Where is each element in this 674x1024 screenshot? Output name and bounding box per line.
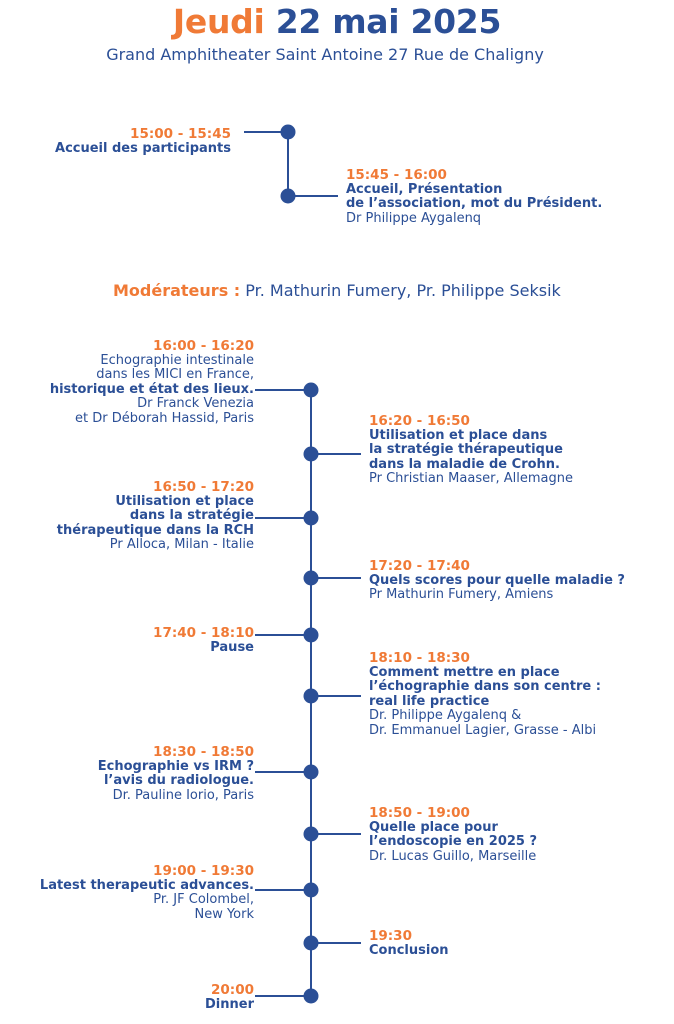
timeline-dot (304, 765, 319, 780)
event-1740 (153, 626, 254, 655)
timeline-dot (304, 827, 319, 842)
event-title: Quelle place pour (369, 819, 498, 835)
moderators (113, 281, 561, 300)
event-speaker: Dr. Pauline Iorio, Paris (112, 787, 254, 803)
event-title: Utilisation et place dans (369, 427, 548, 443)
event-title: Conclusion (369, 942, 449, 958)
timeline-dot (304, 571, 319, 586)
timeline-line-1 (287, 132, 289, 196)
event-time: 16:50 - 17:20 (153, 479, 254, 495)
event-title: Accueil, Présentation (346, 181, 503, 197)
event-title: la stratégie thérapeutique (369, 442, 563, 457)
timeline-dot (281, 125, 296, 140)
event-title: Utilisation et place (115, 493, 254, 509)
event-speaker: Dr. Emmanuel Lagier, Grasse - Albi (369, 722, 597, 738)
event-title: dans la maladie de Crohn. (369, 456, 560, 472)
event-title: dans la stratégie (129, 508, 254, 523)
event-title: real life practice (369, 693, 490, 709)
timeline-dot (304, 511, 319, 526)
event-time: 18:10 - 18:30 (369, 650, 470, 666)
event-title: l’avis du radiologue. (103, 773, 254, 788)
event-speaker: Pr. JF Colombel, (153, 892, 254, 907)
event-time: 15:45 - 16:00 (346, 167, 447, 183)
event-time: 18:50 - 19:00 (369, 805, 470, 821)
timeline-dot (304, 689, 319, 704)
connector (311, 695, 361, 697)
event-speaker: Dr. Lucas Guillo, Marseille (369, 848, 537, 864)
event-speaker: Dr. Philippe Aygalenq & (369, 708, 522, 723)
event-speaker: Dr Franck Venezia (137, 396, 254, 411)
moderators-names: Pr. Mathurin Fumery, Pr. Philippe Seksik (245, 281, 561, 300)
event-title: de l’association, mot du Président. (346, 196, 603, 211)
event-1900 (40, 864, 254, 922)
venue: Grand Amphitheater Saint Antoine 27 Rue de Chaligny (106, 45, 544, 64)
event-time: 19:30 (369, 928, 412, 944)
event-time: 17:40 - 18:10 (153, 625, 254, 641)
event-1600 (50, 339, 254, 426)
title-date: 22 mai 2025 (275, 2, 502, 41)
event-time: 16:00 - 16:20 (153, 338, 254, 354)
connector (311, 942, 361, 944)
event-speaker: Pr Christian Maaser, Allemagne (369, 471, 573, 486)
connector (311, 577, 361, 579)
event-title: historique et état des lieux. (49, 381, 254, 397)
event-title: dans les MICI en France, (96, 367, 254, 382)
timeline-dot (304, 883, 319, 898)
connector (311, 453, 361, 455)
event-1545 (346, 168, 602, 226)
event-1810 (369, 651, 601, 738)
event-title: l’échographie dans son centre : (369, 679, 601, 694)
event-2000 (205, 983, 254, 1012)
event-1720 (369, 559, 625, 603)
event-1930 (369, 929, 449, 958)
event-speaker: Dr Philippe Aygalenq (346, 210, 482, 226)
event-title: Comment mettre en place (369, 664, 560, 680)
event-title: thérapeutique dans la RCH (56, 522, 254, 538)
event-time: 16:20 - 16:50 (369, 413, 470, 429)
event-title: l’endoscopie en 2025 ? (369, 834, 538, 849)
event-speaker: New York (194, 906, 254, 922)
event-title: Echographie vs IRM ? (97, 758, 254, 774)
event-speaker: Pr Alloca, Milan - Italie (109, 537, 254, 552)
connector (311, 833, 361, 835)
event-title: Echographie intestinale (100, 352, 254, 368)
connector (288, 195, 338, 197)
event-time: 17:20 - 17:40 (369, 558, 470, 574)
timeline-dot (304, 447, 319, 462)
event-title: Latest therapeutic advances. (39, 877, 254, 893)
event-1620 (369, 414, 573, 487)
event-1830 (98, 745, 254, 803)
moderators-label: Modérateurs : (113, 281, 241, 300)
event-title: Dinner (205, 996, 254, 1012)
timeline-dot (281, 189, 296, 204)
event-title: Pause (210, 639, 254, 655)
event-time: 18:30 - 18:50 (153, 744, 254, 760)
event-time: 20:00 (211, 982, 254, 998)
event-speaker: et Dr Déborah Hassid, Paris (75, 410, 254, 426)
event-1500 (55, 127, 231, 156)
event-1650 (57, 480, 254, 553)
timeline-dot (304, 989, 319, 1004)
event-1850 (369, 806, 537, 864)
title-day: Jeudi (172, 2, 265, 41)
timeline-dot (304, 628, 319, 643)
event-title: Quels scores pour quelle maladie ? (369, 572, 625, 588)
event-speaker: Pr Mathurin Fumery, Amiens (369, 587, 554, 602)
timeline-dot (304, 383, 319, 398)
event-title: Accueil des participants (55, 140, 231, 156)
event-time: 19:00 - 19:30 (153, 863, 254, 879)
event-time: 15:00 - 15:45 (130, 126, 231, 142)
timeline-dot (304, 936, 319, 951)
